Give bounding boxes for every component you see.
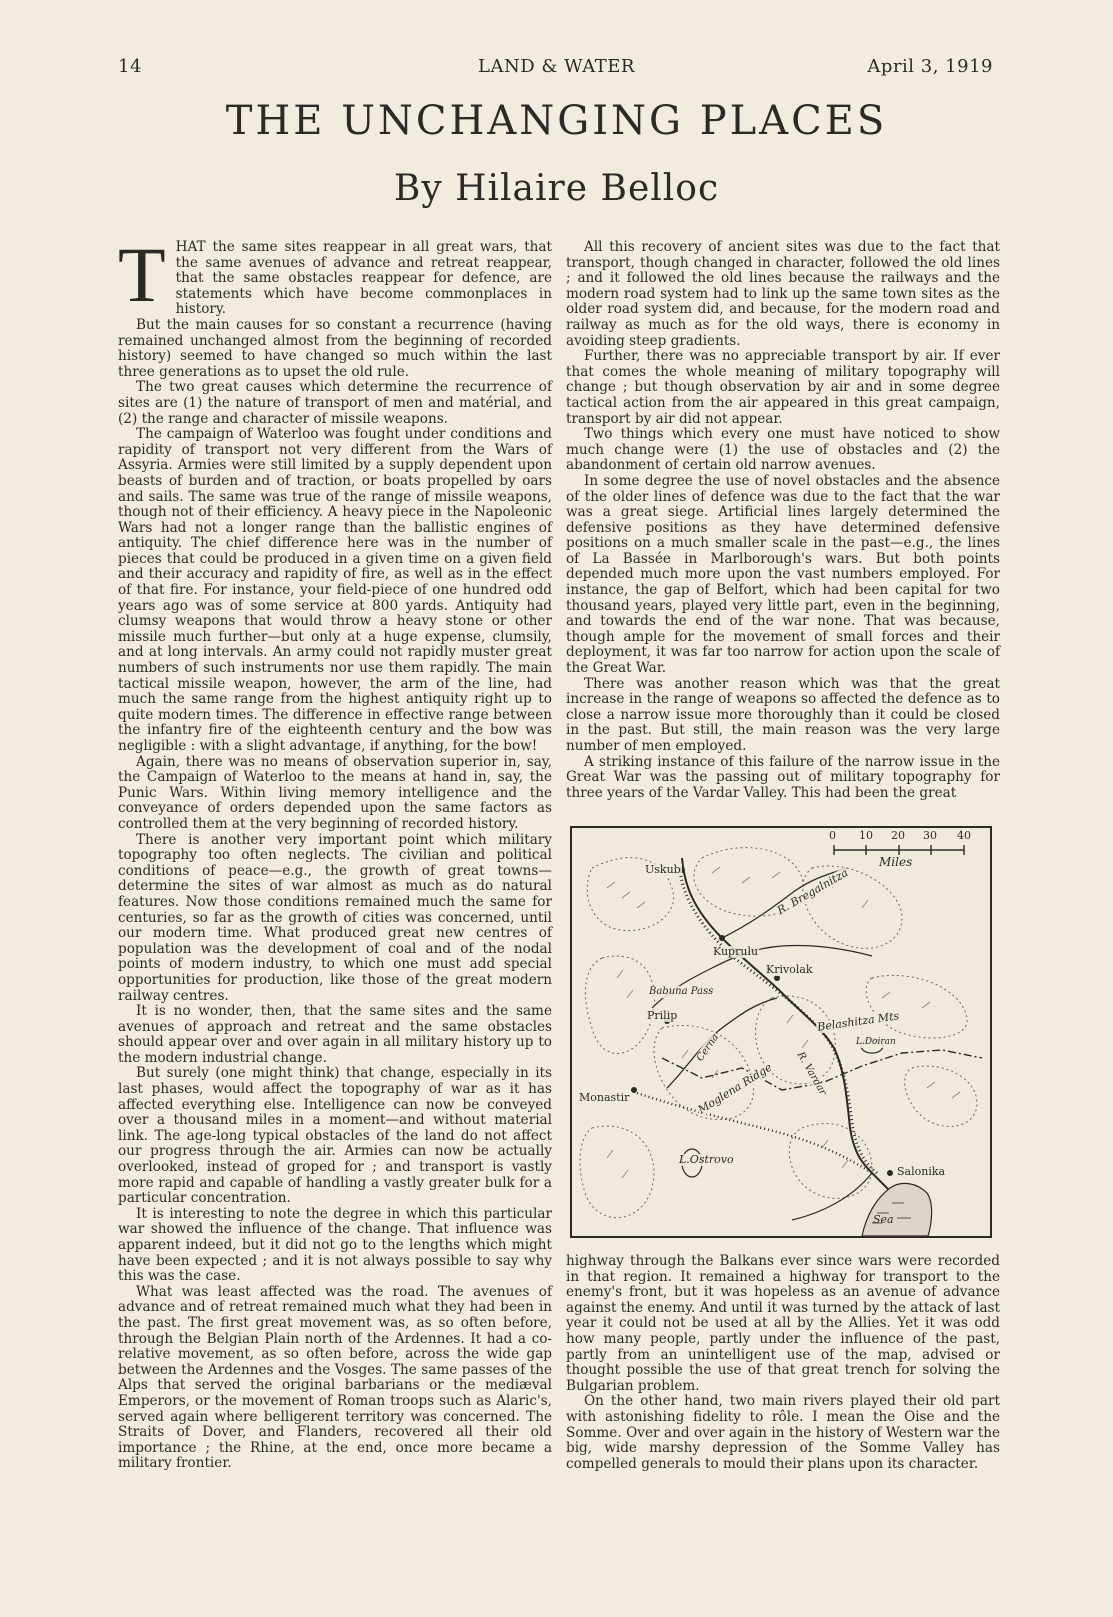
place-krivolak: Krivolak <box>766 963 813 976</box>
paragraph: The two great causes which determine the recurrence of sites are (1) the nature of transport of men and matérial, and (2) the range and character of missile weapons. <box>118 379 552 427</box>
sea-label: Sea <box>873 1213 894 1226</box>
paragraph: What was least affected was the road. The avenues of advance and of retreat remained much what they had been in the past. The first great movement was, as so often before, through the Belgian Plain north of the Ardennes. It had a co-relative movement, as so often before, across the wide gap between the Ardennes and the Vosges. The same passes of the Alps that served the original barbarians or the mediæval Emperors, or the movement of Roman troops such as Alaric's, served again where belligerent territory was concerned. The Straits of Dover, and Flanders, recovered all their old importance ; the Rhine, at the end, once more became a military frontier. <box>118 1283 552 1472</box>
place-salonika: Salonika <box>897 1165 946 1178</box>
river-cerna: Cerna <box>694 1031 722 1064</box>
paragraph: The campaign of Waterloo was fought under conditions and rapidity of transport not very different from the Wars of Assyria. Armies were still limited by a supply dependent upon beasts of burden and of traction, or boats propelled by oars and sails. The same was true of the range of missile weapons, though not of their efficiency. A heavy piece in the Napoleonic Wars had not a longer range than the ballistic engines of antiquity. The chief difference here was in the number of pieces that could be produced in a given time on a given field and their accuracy and rapidity of fire, as well as in the effect of that fire. For instance, your field-piece of one hundred odd years ago was of some service at 800 yards. Antiquity had clumsy weapons that would throw a heavy stone or other missile much further—but only at a huge expense, clumsily, and at long intervals. An army could not rapidly muster great numbers of such instruments nor use them rapidly. The main tactical missile weapon, however, the arm of the line, had much the same range from the highest antiquity right up to quite modern times. The difference in effective range between the infantry fire of the eighteenth century and the bow was negligible : with a slight advantage, if anything, for the bow! <box>118 426 552 754</box>
place-babuna-pass: Babuna Pass <box>649 986 714 997</box>
article-byline: By Hilaire Belloc <box>393 168 720 209</box>
scale-tick-30: 30 <box>923 829 937 842</box>
place-uskub: Uskub <box>645 863 681 876</box>
place-monastir: Monastir <box>579 1091 630 1104</box>
page-number: 14 <box>118 56 142 77</box>
article-title: THE UNCHANGING PLACES <box>225 98 888 144</box>
moglena-ridge: Moglena Ridge <box>695 1060 775 1117</box>
column-right-top <box>566 240 1000 801</box>
paragraph: There was another reason which was that the great increase in the range of weapons so affected the defence as to close a narrow issue more thoroughly than it could be closed in the past. But still, the main reason was the very large number of men employed. <box>566 675 1000 754</box>
paragraph: It is interesting to note the degree in which this particular war showed the influence of the change. That influence was apparent indeed, but it did not go to the lengths which might have been expected ; and it is not always possible to say why this was the case. <box>118 1205 552 1285</box>
paragraph: On the other hand, two main rivers played their old part with astonishing fidelity to rôle. I mean the Oise and the Somme. Over and over again in the history of Western war the big, wide marshy depression of the Somme Valley has compelled generals to mould their plans upon its character. <box>566 1393 1000 1472</box>
paragraph: But surely (one might think) that change, especially in its last phases, would affect the topography of war as it has affected everything else. Intelligence can now be conveyed over a thousand miles in a moment—and without material link. The age-long typical obstacles of the land do not affect our progress through the air. Armies can now be actually overlooked, instead of groped for ; and transport is vastly more rapid and capable of handling a vastly greater bulk for a particular concentration. <box>118 1065 552 1207</box>
river-vardar: R. Vardar <box>794 1050 829 1098</box>
column-left <box>118 231 552 1472</box>
scale-tick-40: 40 <box>957 829 971 842</box>
paragraph: highway through the Balkans ever since wars were recorded in that region. It remained a highway for transport to the enemy's front, but it was hopeless as an avenue of advance against the enemy. And until it was turned by the attack of last year it could not be used at all by the Allies. Yet it was odd how many people, partly under the influence of the past, partly from an unintelligent use of the map, advised or thought possible the use of that great trench for solving the Bulgarian problem. <box>566 1253 1000 1394</box>
paragraph: A striking instance of this failure of the narrow issue in the Great War was the passing out of military topography for three years of the Vardar Valley. This had been the great <box>566 753 1000 801</box>
drop-cap: T <box>118 231 166 318</box>
paragraph: Further, there was no appreciable transport by air. If ever that comes the whole meaning of military topography will change ; but though observation by air and in some degree tactical action from the air appeared in this great campaign, transport by air did not appear. <box>566 348 1000 427</box>
publication-name: LAND & WATER <box>478 56 635 77</box>
column-right-bottom <box>566 1254 1000 1472</box>
paragraph: Two things which every one must have noticed to show much change were (1) the use of obstacles and (2) the abandonment of certain old narrow avenues. <box>566 426 1000 474</box>
place-belashitza: Belashitza Mts <box>816 1009 900 1034</box>
river-bregalnitza: R. Bregalnitza <box>774 866 851 918</box>
paragraph: There is another very important point which military topography too often neglects. The civilian and political conditions of peace—e.g., the growth of great towns—determine the sites of war almost as much as do natural features. Now those conditions remained much the same for centuries, so far as the growth of cities was concerned, until our modern time. What produced great new centres of population was the development of coal and of the nodal points of modern industry, to which one must add special opportunities for production, like those of the great modern railway centres. <box>118 831 552 1004</box>
scale-tick-20: 20 <box>891 829 905 842</box>
scale-tick-10: 10 <box>859 829 873 842</box>
vardar-valley-map <box>570 826 992 1238</box>
paragraph: It is no wonder, then, that the same sites and the same avenues of approach and retreat and the same obstacles should appear over and over again in all military history up to the modern industrial change. <box>118 1003 552 1066</box>
place-prilip: Prilip <box>647 1009 678 1022</box>
paragraph: In some degree the use of novel obstacles and the absence of the older lines of defence was due to the fact that the war was a great siege. Artificial lines largely determined the defensive positions as they have determined defensive positions on a much smaller scale in the past—e.g., the lines of La Bassée in Marlborough's wars. But both points depended much more upon the vast numbers employed. For instance, the gap of Belfort, which had been capital for two thousand years, played very little part, even in the beginning, and towards the end of the war none. That was because, though ample for the movement of small forces and their deployment, it was far too narrow for action upon the scale of the Great War. <box>566 472 1000 677</box>
place-lake-ostrovo: L.Ostrovo <box>679 1153 734 1166</box>
paragraph-text: HAT the same sites reappear in all great wars, that the same avenues of advance and retreat reappear, that the same obstacles reappear for defence, are statements which have become commonplaces in history. <box>175 239 552 318</box>
paragraph <box>118 231 552 318</box>
scale-unit-label: Miles <box>879 855 913 869</box>
issue-date: April 3, 1919 <box>867 56 993 77</box>
paragraph: But the main causes for so constant a recurrence (having remained unchanged almost from the beginning of recorded history) seemed to have changed so much within the last three generations as to upset the old rule. <box>118 316 552 380</box>
place-lake-doiran: L.Doiran <box>856 1037 896 1047</box>
paragraph: All this recovery of ancient sites was due to the fact that transport, though changed in character, followed the old lines ; and it followed the old lines because the railways and the modern road system had to link up the same town sites as the older road system did, and because, for the modern road and railway as much as for the old ways, there is economy in avoiding steep gradients. <box>566 239 1000 349</box>
scale-tick-0: 0 <box>829 829 836 842</box>
place-kuprulu: Kuprulu <box>713 945 759 958</box>
paragraph: Again, there was no means of observation superior in, say, the Campaign of Waterloo to the means at hand in, say, the Punic Wars. Within living memory intelligence and the conveyance of orders depended upon the same factors as controlled them at the very beginning of recorded history. <box>118 753 552 832</box>
